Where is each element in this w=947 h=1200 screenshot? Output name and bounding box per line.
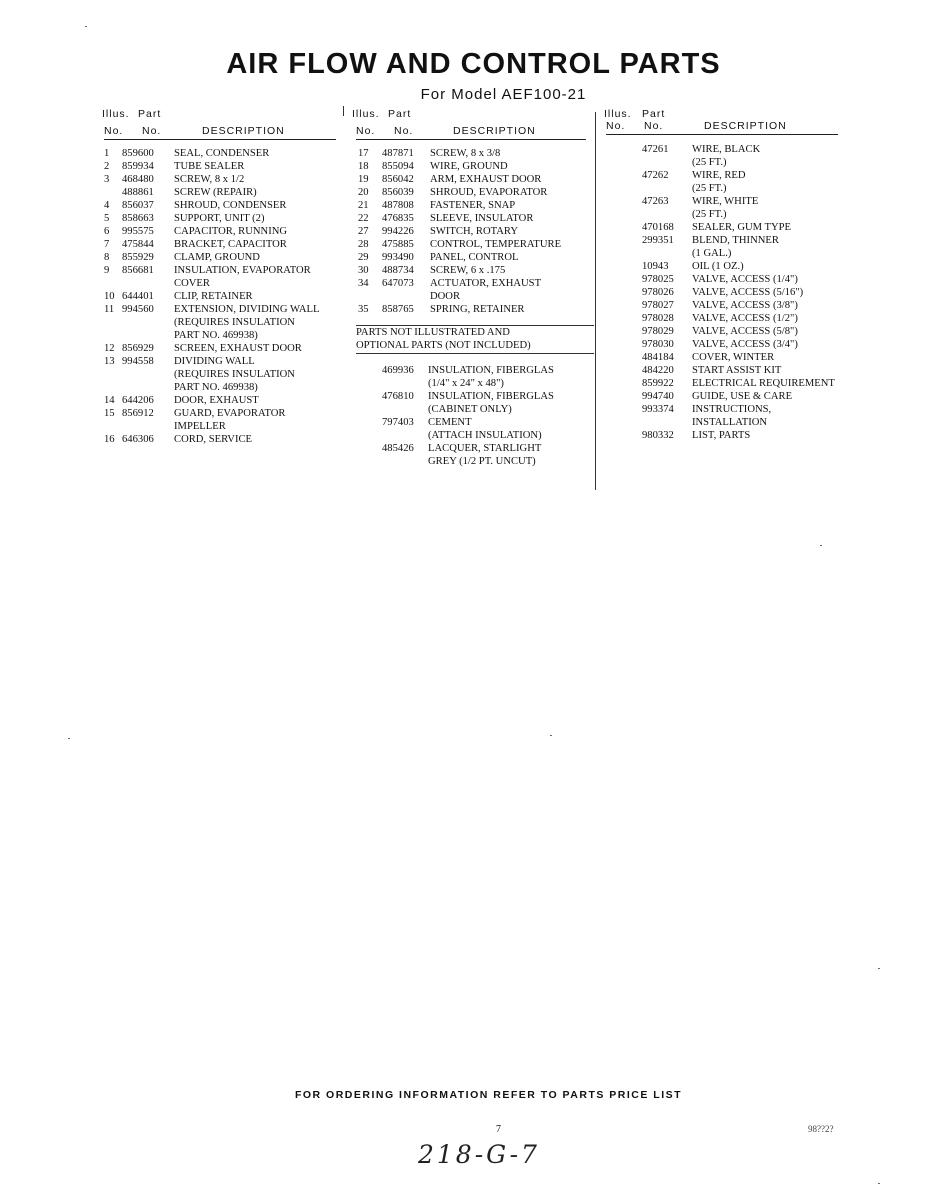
- part-description: SCREW, 6 x .175: [430, 265, 506, 276]
- part-number: 647073: [382, 278, 414, 289]
- scan-speck: [878, 1183, 880, 1184]
- part-description: TUBE SEALER: [174, 161, 245, 172]
- part-number: 10943: [642, 261, 669, 272]
- part-description: LACQUER, STARLIGHT: [428, 443, 542, 454]
- part-number: 978025: [642, 274, 674, 285]
- part-entry: [356, 225, 586, 238]
- part-entry: [356, 147, 586, 160]
- part-entry: [606, 234, 838, 260]
- part-number: 476810: [382, 391, 414, 402]
- part-description: OIL (1 OZ.): [692, 261, 744, 272]
- illus-number: 22: [358, 213, 369, 224]
- part-number: 475844: [122, 239, 154, 250]
- parts-column-3: [606, 108, 838, 442]
- column-divider: [595, 112, 596, 490]
- part-description: (REQUIRES INSULATION: [174, 317, 295, 328]
- part-description: ARM, EXHAUST DOOR: [430, 174, 542, 185]
- illus-number: 1: [104, 148, 110, 159]
- part-description: ACTUATOR, EXHAUST: [430, 278, 542, 289]
- part-number: 856037: [122, 200, 154, 211]
- part-description: (25 FT.): [692, 183, 727, 194]
- part-entry: [104, 212, 336, 225]
- part-description: GUARD, EVAPORATOR: [174, 408, 286, 419]
- part-description: (25 FT.): [692, 157, 727, 168]
- illus-number: 6: [104, 226, 110, 237]
- part-description: VALVE, ACCESS (5/8"): [692, 326, 798, 337]
- part-number: 980332: [642, 430, 674, 441]
- part-entry: [104, 394, 336, 407]
- part-description: SHROUD, EVAPORATOR: [430, 187, 548, 198]
- part-entry: [356, 238, 586, 251]
- part-number: 484184: [642, 352, 674, 363]
- part-no-label: No.: [644, 120, 664, 132]
- column-divider: [343, 106, 344, 116]
- part-entry: [104, 407, 336, 433]
- part-label: Part: [642, 108, 666, 120]
- part-entry: [356, 160, 586, 173]
- part-label: Part: [388, 108, 412, 120]
- illus-number: 15: [104, 408, 115, 419]
- part-description: VALVE, ACCESS (1/4"): [692, 274, 798, 285]
- part-description: EXTENSION, DIVIDING WALL: [174, 304, 320, 315]
- part-description: SCREW, 8 x 1/2: [174, 174, 245, 185]
- scan-speck: [878, 968, 880, 969]
- part-description: SEAL, CONDENSER: [174, 148, 270, 159]
- part-description: SPRING, RETAINER: [430, 304, 525, 315]
- scan-speck: [85, 26, 87, 27]
- part-description: DIVIDING WALL: [174, 356, 255, 367]
- not-illustrated-heading: PARTS NOT ILLUSTRATED AND OPTIONAL PARTS (NOT INCLUDED): [356, 326, 586, 352]
- part-description: CAPACITOR, RUNNING: [174, 226, 288, 237]
- part-entry: [104, 238, 336, 251]
- part-no-label: No.: [394, 125, 414, 137]
- part-no-label: No.: [142, 125, 162, 137]
- illus-number: 28: [358, 239, 369, 250]
- part-description: SCREW, 8 x 3/8: [430, 148, 501, 159]
- part-description: DOOR: [430, 291, 461, 302]
- part-number: 994740: [642, 391, 674, 402]
- no-label: No.: [356, 125, 376, 137]
- part-number: 859934: [122, 161, 154, 172]
- part-entry: [356, 416, 586, 442]
- part-description: SHROUD, CONDENSER: [174, 200, 287, 211]
- page-title: AIR FLOW AND CONTROL PARTS: [226, 48, 721, 80]
- part-number: 488734: [382, 265, 414, 276]
- part-entry: [606, 286, 838, 299]
- part-entry: [104, 251, 336, 264]
- parts-column-1: [104, 108, 336, 446]
- illus-number: 11: [104, 304, 115, 315]
- illus-number: 8: [104, 252, 110, 263]
- illus-number: 2: [104, 161, 110, 172]
- illus-number: 19: [358, 174, 369, 185]
- part-description: CLIP, RETAINER: [174, 291, 253, 302]
- part-entry: [606, 143, 838, 169]
- part-entry: [104, 355, 336, 394]
- part-entry: [104, 173, 336, 186]
- part-description: COVER, WINTER: [692, 352, 775, 363]
- part-description: (1 GAL.): [692, 248, 732, 259]
- parts-column-2: [352, 108, 586, 468]
- ordering-info-footer: FOR ORDERING INFORMATION REFER TO PARTS PRICE LIST: [294, 1089, 683, 1101]
- part-description: IMPELLER: [174, 421, 226, 432]
- part-entry: [606, 390, 838, 403]
- part-description: PART NO. 469938): [174, 330, 258, 341]
- part-entry: [104, 199, 336, 212]
- part-entry: [606, 338, 838, 351]
- part-description: SLEEVE, INSULATOR: [430, 213, 534, 224]
- part-entry: [606, 260, 838, 273]
- part-number: 978028: [642, 313, 674, 324]
- scan-speck: [820, 545, 822, 546]
- part-number: 856929: [122, 343, 154, 354]
- part-description: CONTROL, TEMPERATURE: [430, 239, 562, 250]
- part-entry: [104, 290, 336, 303]
- part-number: 994558: [122, 356, 154, 367]
- illus-number: 16: [104, 434, 115, 445]
- column-header: [104, 108, 336, 140]
- illus-number: 35: [358, 304, 369, 315]
- part-number: 856042: [382, 174, 414, 185]
- part-entry: [606, 325, 838, 338]
- part-entry: [356, 390, 586, 416]
- illus-number: 9: [104, 265, 110, 276]
- illus-number: 21: [358, 200, 369, 211]
- part-number: 644206: [122, 395, 154, 406]
- part-description: SCREW (REPAIR): [174, 187, 257, 198]
- part-description: FASTENER, SNAP: [430, 200, 516, 211]
- part-number: 978029: [642, 326, 674, 337]
- part-description: INSULATION, EVAPORATOR: [174, 265, 311, 276]
- part-description: VALVE, ACCESS (5/16"): [692, 287, 804, 298]
- part-number: 978026: [642, 287, 674, 298]
- part-number: 994560: [122, 304, 154, 315]
- part-description: WIRE, BLACK: [692, 144, 761, 155]
- part-label: Part: [138, 108, 162, 120]
- part-number: 485426: [382, 443, 414, 454]
- part-entry: [104, 303, 336, 342]
- part-number: 858663: [122, 213, 154, 224]
- illus-number: 29: [358, 252, 369, 263]
- illus-label: Illus.: [352, 108, 380, 120]
- part-entry: [356, 277, 586, 303]
- description-label: DESCRIPTION: [202, 125, 285, 137]
- part-description: VALVE, ACCESS (1/2"): [692, 313, 798, 324]
- part-number: 47261: [642, 144, 669, 155]
- part-description: (ATTACH INSULATION): [428, 430, 542, 441]
- illus-number: 18: [358, 161, 369, 172]
- part-entry: [606, 403, 838, 429]
- part-number: 476835: [382, 213, 414, 224]
- part-number: 299351: [642, 235, 674, 246]
- part-description: SUPPORT, UNIT (2): [174, 213, 265, 224]
- part-description: PANEL, CONTROL: [430, 252, 519, 263]
- part-description: GUIDE, USE & CARE: [692, 391, 793, 402]
- part-description: PART NO. 469938): [174, 382, 258, 393]
- part-description: SCREEN, EXHAUST DOOR: [174, 343, 302, 354]
- illus-number: 4: [104, 200, 110, 211]
- part-entry: [356, 199, 586, 212]
- no-label: No.: [606, 120, 626, 132]
- part-number: 797403: [382, 417, 414, 428]
- part-entry: [606, 221, 838, 234]
- part-entry: [606, 169, 838, 195]
- part-number: 487871: [382, 148, 414, 159]
- illus-number: 30: [358, 265, 369, 276]
- part-description: (REQUIRES INSULATION: [174, 369, 295, 380]
- illus-number: 7: [104, 239, 110, 250]
- part-number: 859600: [122, 148, 154, 159]
- part-entry: [356, 173, 586, 186]
- part-entry: [606, 299, 838, 312]
- part-description: SWITCH, ROTARY: [430, 226, 519, 237]
- part-entry: [356, 186, 586, 199]
- part-entry: [356, 264, 586, 277]
- no-label: No.: [104, 125, 124, 137]
- part-description: WIRE, RED: [692, 170, 746, 181]
- part-entry: [606, 195, 838, 221]
- illus-number: 5: [104, 213, 110, 224]
- part-entry: [104, 342, 336, 355]
- part-description: INSULATION, FIBERGLAS: [428, 391, 554, 402]
- part-entry: [104, 264, 336, 290]
- part-number: 484220: [642, 365, 674, 376]
- part-number: 859922: [642, 378, 674, 389]
- part-description: START ASSIST KIT: [692, 365, 782, 376]
- part-number: 856039: [382, 187, 414, 198]
- scan-speck: [68, 738, 70, 739]
- part-number: 47262: [642, 170, 669, 181]
- part-description: INSULATION, FIBERGLAS: [428, 365, 554, 376]
- part-number: 856681: [122, 265, 154, 276]
- illus-number: 3: [104, 174, 110, 185]
- part-description: LIST, PARTS: [692, 430, 751, 441]
- part-description: WIRE, WHITE: [692, 196, 759, 207]
- illus-label: Illus.: [102, 108, 130, 120]
- part-number: 487808: [382, 200, 414, 211]
- part-description: CEMENT: [428, 417, 472, 428]
- part-entry: [356, 364, 586, 390]
- part-number: 468480: [122, 174, 154, 185]
- illus-number: 27: [358, 226, 369, 237]
- part-entry: [606, 273, 838, 286]
- part-number: 855094: [382, 161, 414, 172]
- part-entry: [356, 251, 586, 264]
- part-entry: [356, 442, 586, 468]
- part-description: GREY (1/2 PT. UNCUT): [428, 456, 536, 467]
- part-entry: [606, 351, 838, 364]
- illus-number: 14: [104, 395, 115, 406]
- part-number: 978030: [642, 339, 674, 350]
- part-description: COVER: [174, 278, 210, 289]
- part-entry: [104, 160, 336, 173]
- illus-label: Illus.: [604, 108, 632, 120]
- part-number: 856912: [122, 408, 154, 419]
- part-number: 488861: [122, 187, 154, 198]
- part-description: VALVE, ACCESS (3/4"): [692, 339, 798, 350]
- part-entry: [104, 147, 336, 160]
- part-description: WIRE, GROUND: [430, 161, 508, 172]
- part-entry: [606, 429, 838, 442]
- column-header: [606, 108, 838, 140]
- part-entry: [606, 312, 838, 325]
- illus-number: 13: [104, 356, 115, 367]
- part-number: 994226: [382, 226, 414, 237]
- part-number: 469936: [382, 365, 414, 376]
- illus-number: 10: [104, 291, 115, 302]
- document-number: 98??2?: [808, 1124, 834, 1134]
- illus-number: 34: [358, 278, 369, 289]
- part-number: 995575: [122, 226, 154, 237]
- description-label: DESCRIPTION: [704, 120, 787, 132]
- part-description: (CABINET ONLY): [428, 404, 512, 415]
- part-description: INSTALLATION: [692, 417, 768, 428]
- part-description: SEALER, GUM TYPE: [692, 222, 791, 233]
- part-entry: [356, 212, 586, 225]
- part-number: 993374: [642, 404, 674, 415]
- handwritten-note: 218-G-7: [418, 1140, 540, 1169]
- page-subtitle: For Model AEF100-21: [420, 86, 587, 103]
- part-description: INSTRUCTIONS,: [692, 404, 772, 415]
- part-description: VALVE, ACCESS (3/8"): [692, 300, 798, 311]
- part-number: 644401: [122, 291, 154, 302]
- part-description: CORD, SERVICE: [174, 434, 253, 445]
- part-entry: [104, 433, 336, 446]
- part-number: 858765: [382, 304, 414, 315]
- part-number: 470168: [642, 222, 674, 233]
- column-header: [352, 108, 586, 140]
- part-number: 47263: [642, 196, 669, 207]
- part-number: 993490: [382, 252, 414, 263]
- part-description: DOOR, EXHAUST: [174, 395, 259, 406]
- part-description: BRACKET, CAPACITOR: [174, 239, 287, 250]
- part-entry: [606, 364, 838, 377]
- description-label: DESCRIPTION: [453, 125, 536, 137]
- part-number: 978027: [642, 300, 674, 311]
- illus-number: 17: [358, 148, 369, 159]
- page-number: 7: [496, 1124, 501, 1135]
- illus-number: 20: [358, 187, 369, 198]
- part-number: 855929: [122, 252, 154, 263]
- part-description: ELECTRICAL REQUIREMENT: [692, 378, 835, 389]
- part-entry: [356, 303, 586, 316]
- part-number: 646306: [122, 434, 154, 445]
- part-description: (25 FT.): [692, 209, 727, 220]
- part-entry: [606, 377, 838, 390]
- part-number: 475885: [382, 239, 414, 250]
- scan-speck: [550, 735, 552, 736]
- part-entry: [104, 186, 336, 199]
- illus-number: 12: [104, 343, 115, 354]
- part-description: BLEND, THINNER: [692, 235, 779, 246]
- part-entry: [104, 225, 336, 238]
- part-description: CLAMP, GROUND: [174, 252, 260, 263]
- part-description: (1/4" x 24" x 48"): [428, 378, 504, 389]
